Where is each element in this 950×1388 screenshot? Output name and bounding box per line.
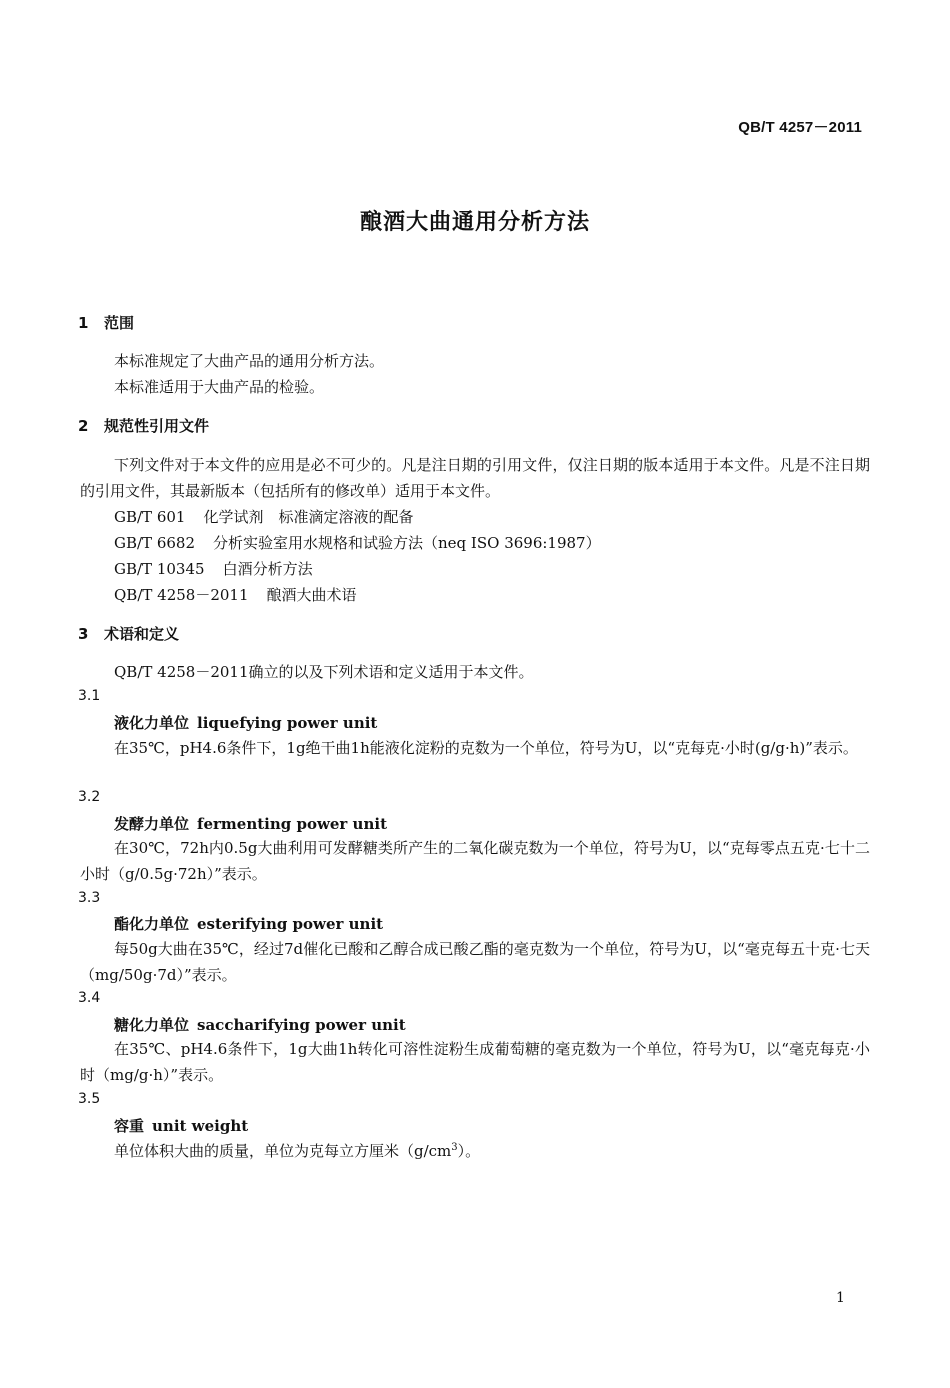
reference-title: 化学试剂 标准滴定溶液的配备: [203, 508, 414, 526]
term-en: liquefying power unit: [197, 714, 378, 732]
paragraph: 下列文件对于本文件的应用是必不可少的。凡是注日期的引用文件，仅注日期的版本适用于本文件。凡是不注日期的引用文件，其最新版本（包括所有的修改单）适用于本文件。: [80, 456, 870, 500]
term-number: 3.5: [78, 1091, 101, 1107]
term-cn: 发酵力单位: [114, 815, 190, 833]
superscript: 3: [451, 1142, 458, 1153]
reference-code: GB/T 601: [114, 508, 186, 526]
document-title: 酿酒大曲通用分析方法: [359, 210, 590, 235]
term-cn: 糖化力单位: [114, 1016, 190, 1034]
section-number: 2: [78, 417, 89, 435]
reference-title: 白酒分析方法: [222, 560, 313, 578]
definition-text: ）。: [457, 1142, 481, 1160]
term-number: 3.4: [78, 990, 101, 1006]
section-title: 术语和定义: [104, 625, 180, 643]
paragraph: 本标准适用于大曲产品的检验。: [114, 378, 325, 396]
term-definition: 在35℃，pH4.6条件下，1g绝干曲1h能液化淀粉的克数为一个单位，符号为U，以“克每克·小时(g/g·h)”表示。: [114, 739, 858, 757]
term-number: 3.1: [78, 688, 101, 704]
section-number: 1: [78, 314, 89, 332]
section-number: 3: [78, 625, 89, 643]
term-heading: [114, 1115, 248, 1136]
section-2-heading: [78, 415, 209, 436]
term-en: fermenting power unit: [197, 815, 387, 833]
section-title: 范围: [104, 314, 135, 332]
term-definition: 在35℃、pH4.6条件下，1g大曲1h转化可溶性淀粉生成葡萄糖的毫克数为一个单位，符号为U，以“毫克每克·小时（mg/g·h）”表示。: [80, 1040, 870, 1084]
standard-code: QB/T 4257－2011: [738, 119, 862, 136]
term-cn: 酯化力单位: [114, 915, 190, 933]
paragraph: 本标准规定了大曲产品的通用分析方法。: [114, 352, 385, 370]
term-definition: [114, 1140, 480, 1161]
section-title: 规范性引用文件: [104, 417, 210, 435]
reference-item: [114, 558, 313, 579]
term-cn: 容重: [114, 1117, 145, 1135]
paragraph: QB/T 4258－2011确立的以及下列术语和定义适用于本文件。: [114, 663, 534, 681]
term-definition: 每50g大曲在35℃，经过7d催化已酸和乙醇合成已酸乙酯的毫克数为一个单位，符号为U，以“毫克每五十克·七天（mg/50g·7d）”表示。: [80, 940, 870, 984]
term-number: 3.3: [78, 890, 101, 906]
reference-code: GB/T 10345: [114, 560, 205, 578]
term-heading: [114, 913, 383, 934]
term-heading: [114, 813, 387, 834]
term-en: saccharifying power unit: [197, 1016, 406, 1034]
reference-item: [114, 584, 357, 605]
section-3-heading: [78, 623, 179, 644]
term-cn: 液化力单位: [114, 714, 190, 732]
reference-item: [114, 506, 413, 527]
reference-code: GB/T 6682: [114, 534, 196, 552]
term-en: unit weight: [152, 1117, 249, 1135]
section-1-heading: [78, 312, 134, 333]
reference-code: QB/T 4258－2011: [114, 586, 249, 604]
term-en: esterifying power unit: [197, 915, 384, 933]
term-number: 3.2: [78, 789, 101, 805]
reference-title: 酿酒大曲术语: [266, 586, 357, 604]
page-number: 1: [836, 1290, 845, 1306]
reference-title: 分析实验室用水规格和试验方法（neq ISO 3696:1987）: [213, 534, 601, 552]
term-heading: [114, 712, 377, 733]
reference-item: [114, 532, 601, 553]
definition-text: 单位体积大曲的质量，单位为克每立方厘米（g/cm: [114, 1142, 452, 1160]
term-heading: [114, 1014, 406, 1035]
term-definition: 在30℃，72h内0.5g大曲利用可发酵糖类所产生的二氧化碳克数为一个单位，符号为U，以“克每零点五克·七十二小时（g/0.5g·72h）”表示。: [80, 839, 870, 883]
